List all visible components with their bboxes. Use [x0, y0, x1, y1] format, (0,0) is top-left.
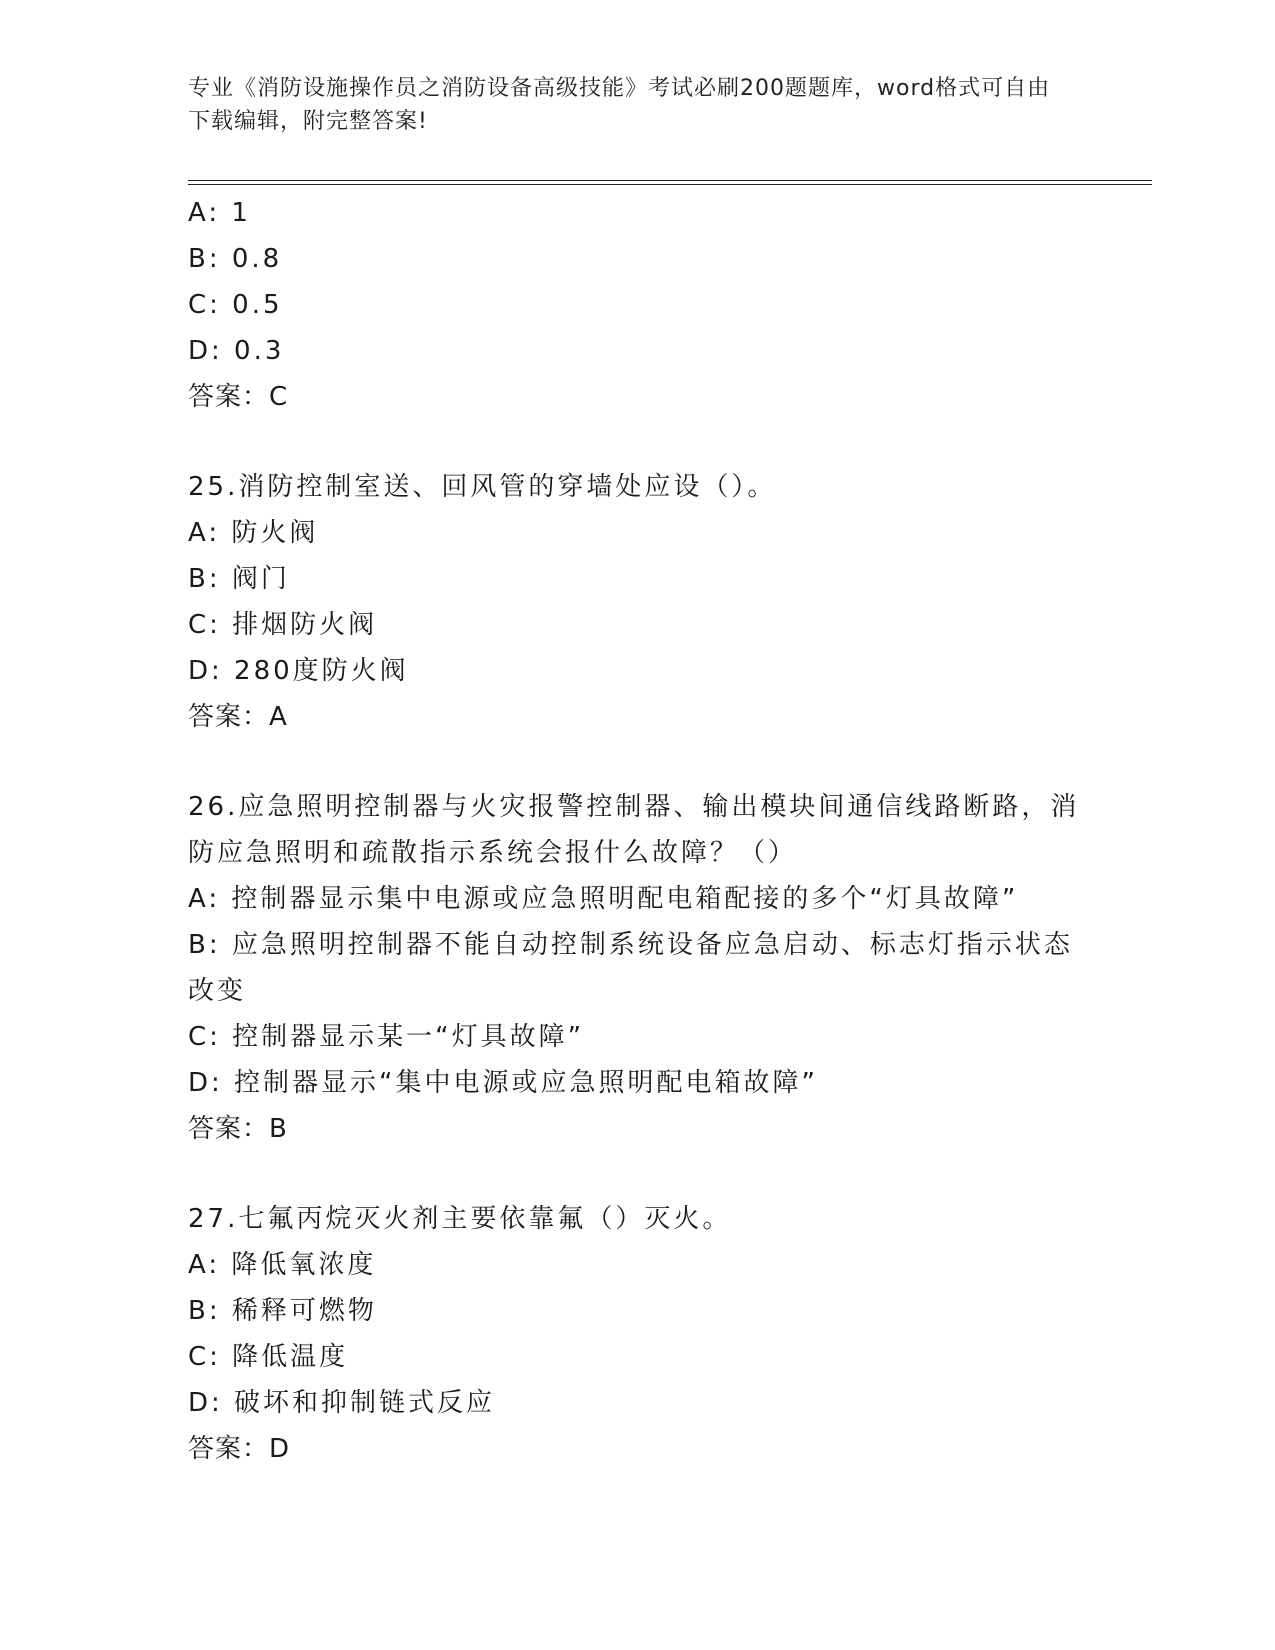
- option-b: B: 阀门: [188, 564, 290, 594]
- option-d: D: 破坏和抑制链式反应: [188, 1388, 496, 1418]
- prev-question-block: [188, 190, 1088, 420]
- option-a: A: 降低氧浓度: [188, 1250, 377, 1280]
- option-c: C: 排烟防火阀: [188, 610, 378, 640]
- option-d: D: 控制器显示“集中电源或应急照明配电箱故障”: [188, 1068, 818, 1098]
- option-d: D: 0.3: [188, 336, 285, 366]
- answer-line: 答案：A: [188, 702, 288, 732]
- header-rule-bottom: [188, 184, 1152, 185]
- option-a: A: 防火阀: [188, 518, 319, 548]
- spacer: [188, 420, 1088, 464]
- question-title: 26.应急照明控制器与火灾报警控制器、输出模块间通信线路断路，消防应急照明和疏散指示系统会报什么故障？（）: [188, 792, 1080, 868]
- option-b: B: 0.8: [188, 244, 283, 274]
- answer-line: 答案：B: [188, 1114, 288, 1144]
- question-title: 27.七氟丙烷灭火剂主要依靠氟（）灭火。: [188, 1204, 732, 1234]
- option-b: B: 应急照明控制器不能自动控制系统设备应急启动、标志灯指示状态改变: [188, 930, 1073, 1006]
- answer-line: 答案：C: [188, 382, 289, 412]
- question-25-block: [188, 464, 1088, 740]
- option-c: C: 控制器显示某一“灯具故障”: [188, 1022, 585, 1052]
- option-a: A: 控制器显示集中电源或应急照明配电箱配接的多个“灯具故障”: [188, 884, 1019, 914]
- question-26-block: [188, 784, 1088, 1152]
- option-b: B: 稀释可燃物: [188, 1296, 377, 1326]
- question-title: 25.消防控制室送、回风管的穿墙处应设（）。: [188, 472, 777, 502]
- option-a: A: 1: [188, 198, 251, 228]
- spacer: [188, 740, 1088, 784]
- document-body: [188, 190, 1088, 1472]
- answer-line: 答案：D: [188, 1434, 291, 1464]
- document-header: 专业《消防设施操作员之消防设备高级技能》考试必刷200题题库，word格式可自由下载编辑，附完整答案!: [188, 76, 1051, 134]
- option-c: C: 降低温度: [188, 1342, 349, 1372]
- question-27-block: [188, 1196, 1088, 1472]
- option-d: D: 280度防火阀: [188, 656, 409, 686]
- header-rule-top: [188, 180, 1152, 181]
- option-c: C: 0.5: [188, 290, 283, 320]
- spacer: [188, 1152, 1088, 1196]
